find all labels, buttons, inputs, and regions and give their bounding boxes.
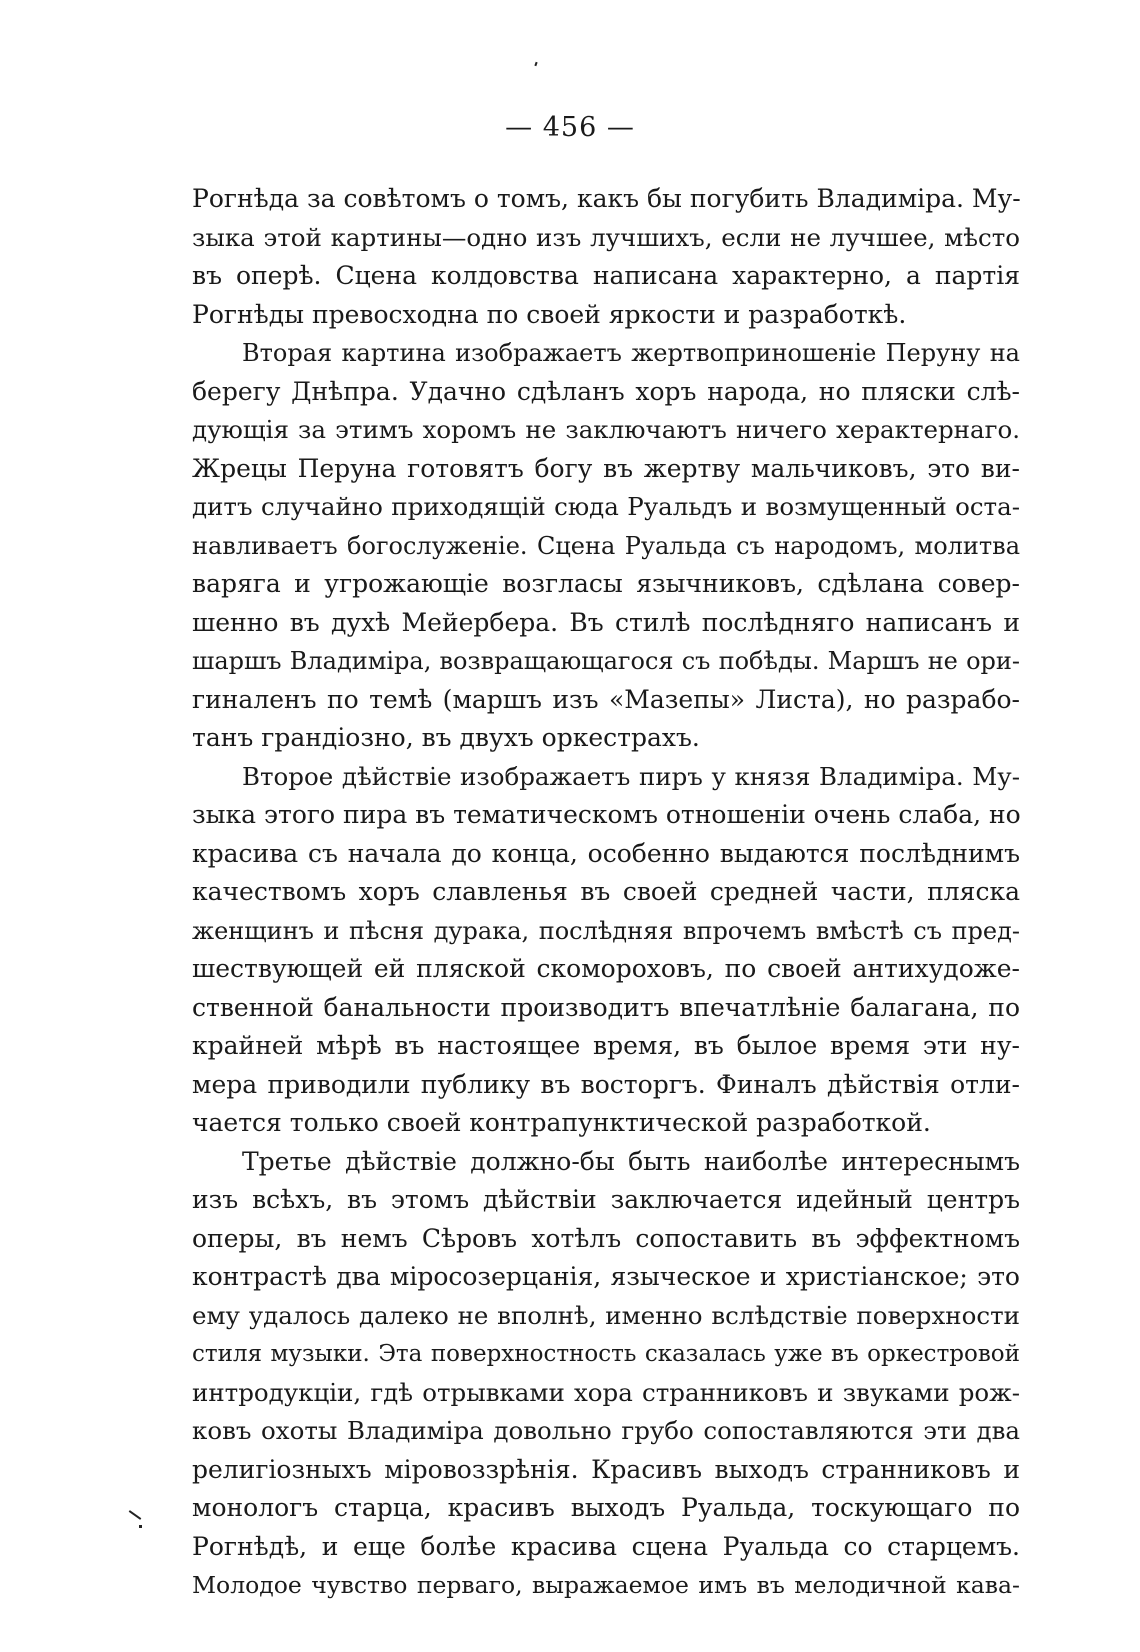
- text-line: шенно въ духѣ Мейербера. Въ стилѣ послѣдняго написанъ и: [192, 607, 1020, 637]
- ink-dot: [139, 1525, 142, 1528]
- text-line: Рогнѣдѣ, и еще болѣе красива сцена Руальда со старцемъ.: [192, 1531, 1020, 1561]
- paragraph-start-line: Третье дѣйствіе должно-бы быть наиболѣе интереснымъ: [242, 1146, 1020, 1176]
- text-line: гиналенъ по темѣ (маршъ изъ «Мазепы» Листа), но разрабо-: [192, 684, 1020, 714]
- text-line: шествующей ей пляской скомороховъ, по своей антихудоже-: [192, 954, 1020, 983]
- text-line: монологъ старца, красивъ выходъ Руальда, тоскующаго по: [192, 1493, 1020, 1522]
- paragraph-end-line: танъ грандіозно, въ двухъ оркестрахъ.: [192, 723, 700, 752]
- body-text: [192, 180, 1020, 1605]
- paragraph-end-line: чается только своей контрапунктической разработкой.: [192, 1108, 931, 1137]
- paragraph-end-line: Рогнѣды превосходна по своей яркости и разработкѣ.: [192, 299, 907, 329]
- paragraph-start-line: Второе дѣйствіе изображаетъ пиръ у князя Владиміра. Му-: [242, 761, 1020, 791]
- text-line: Жрецы Перуна готовятъ богу въ жертву мальчиковъ, это ви-: [192, 453, 1020, 483]
- text-line: зыка этого пира въ тематическомъ отношеніи очень слаба, но: [192, 800, 1021, 829]
- ink-speck: [534, 62, 537, 66]
- text-line: ственной банальности производитъ впечатлѣніе балагана, по: [192, 992, 1020, 1022]
- text-line: стиля музыки. Эта поверхностность сказалась уже въ оркестровой: [192, 1341, 1020, 1367]
- text-line: красива съ начала до конца, особенно выдаются послѣднимъ: [192, 838, 1020, 868]
- text-line: контрастѣ два міросозерцанія, языческое и христіанское; это: [192, 1262, 1020, 1291]
- text-line: изъ всѣхъ, въ этомъ дѣйствіи заключается идейный центръ: [192, 1185, 1020, 1214]
- text-line: дующія за этимъ хоромъ не заключаютъ ничего херактернаго.: [192, 415, 1020, 444]
- text-line: крайней мѣрѣ въ настоящее время, въ былое время эти ну-: [192, 1031, 1020, 1060]
- ink-mark: [129, 1510, 142, 1520]
- text-line: интродукціи, гдѣ отрывками хора странниковъ и звуками рож-: [192, 1377, 1020, 1407]
- text-line: зыка этой картины—одно изъ лучшихъ, если не лучшее, мѣсто: [192, 222, 1020, 252]
- text-line: Молодое чувство перваго, выражаемое имъ въ мелодичной кава-: [192, 1571, 1020, 1599]
- page-number: — 456 —: [505, 112, 635, 143]
- text-line: навливаетъ богослуженіе. Сцена Руальда съ народомъ, молитва: [192, 531, 1020, 560]
- text-line: ковъ охоты Владиміра довольно грубо сопоставляются эти два: [192, 1416, 1020, 1445]
- text-line: берегу Днѣпра. Удачно сдѣланъ хоръ народа, но пляски слѣ-: [192, 376, 1020, 406]
- text-line: въ оперѣ. Сцена колдовства написана характерно, а партія: [192, 261, 1020, 290]
- text-line: женщинъ и пѣсня дурака, послѣдняя впрочемъ вмѣстѣ съ пред-: [192, 916, 1020, 945]
- text-line: мера приводили публику въ восторгъ. Финалъ дѣйствія отли-: [192, 1069, 1020, 1099]
- text-line: дитъ случайно приходящій сюда Руальдъ и возмущенный оста-: [192, 492, 1020, 521]
- text-line: варяга и угрожающіе возгласы язычниковъ, сдѣлана совер-: [192, 569, 1020, 598]
- text-line: оперы, въ немъ Сѣровъ хотѣлъ сопоставить въ эффектномъ: [192, 1223, 1020, 1253]
- text-line: религіозныхъ міровоззрѣнія. Красивъ выходъ странниковъ и: [192, 1454, 1020, 1484]
- text-line: шаршъ Владиміра, возвращающагося съ побѣды. Маршъ не ори-: [192, 647, 1020, 675]
- text-line: ему удалось далеко не вполнѣ, именно вслѣдствіе поверхности: [192, 1300, 1020, 1330]
- paragraph-start-line: Вторая картина изображаетъ жертвоприношеніе Перуну на: [242, 339, 1020, 367]
- text-line: качествомъ хоръ славленья въ своей средней части, пляска: [192, 877, 1020, 906]
- text-line: Рогнѣда за совѣтомъ о томъ, какъ бы погубить Владиміра. Му-: [192, 184, 1021, 213]
